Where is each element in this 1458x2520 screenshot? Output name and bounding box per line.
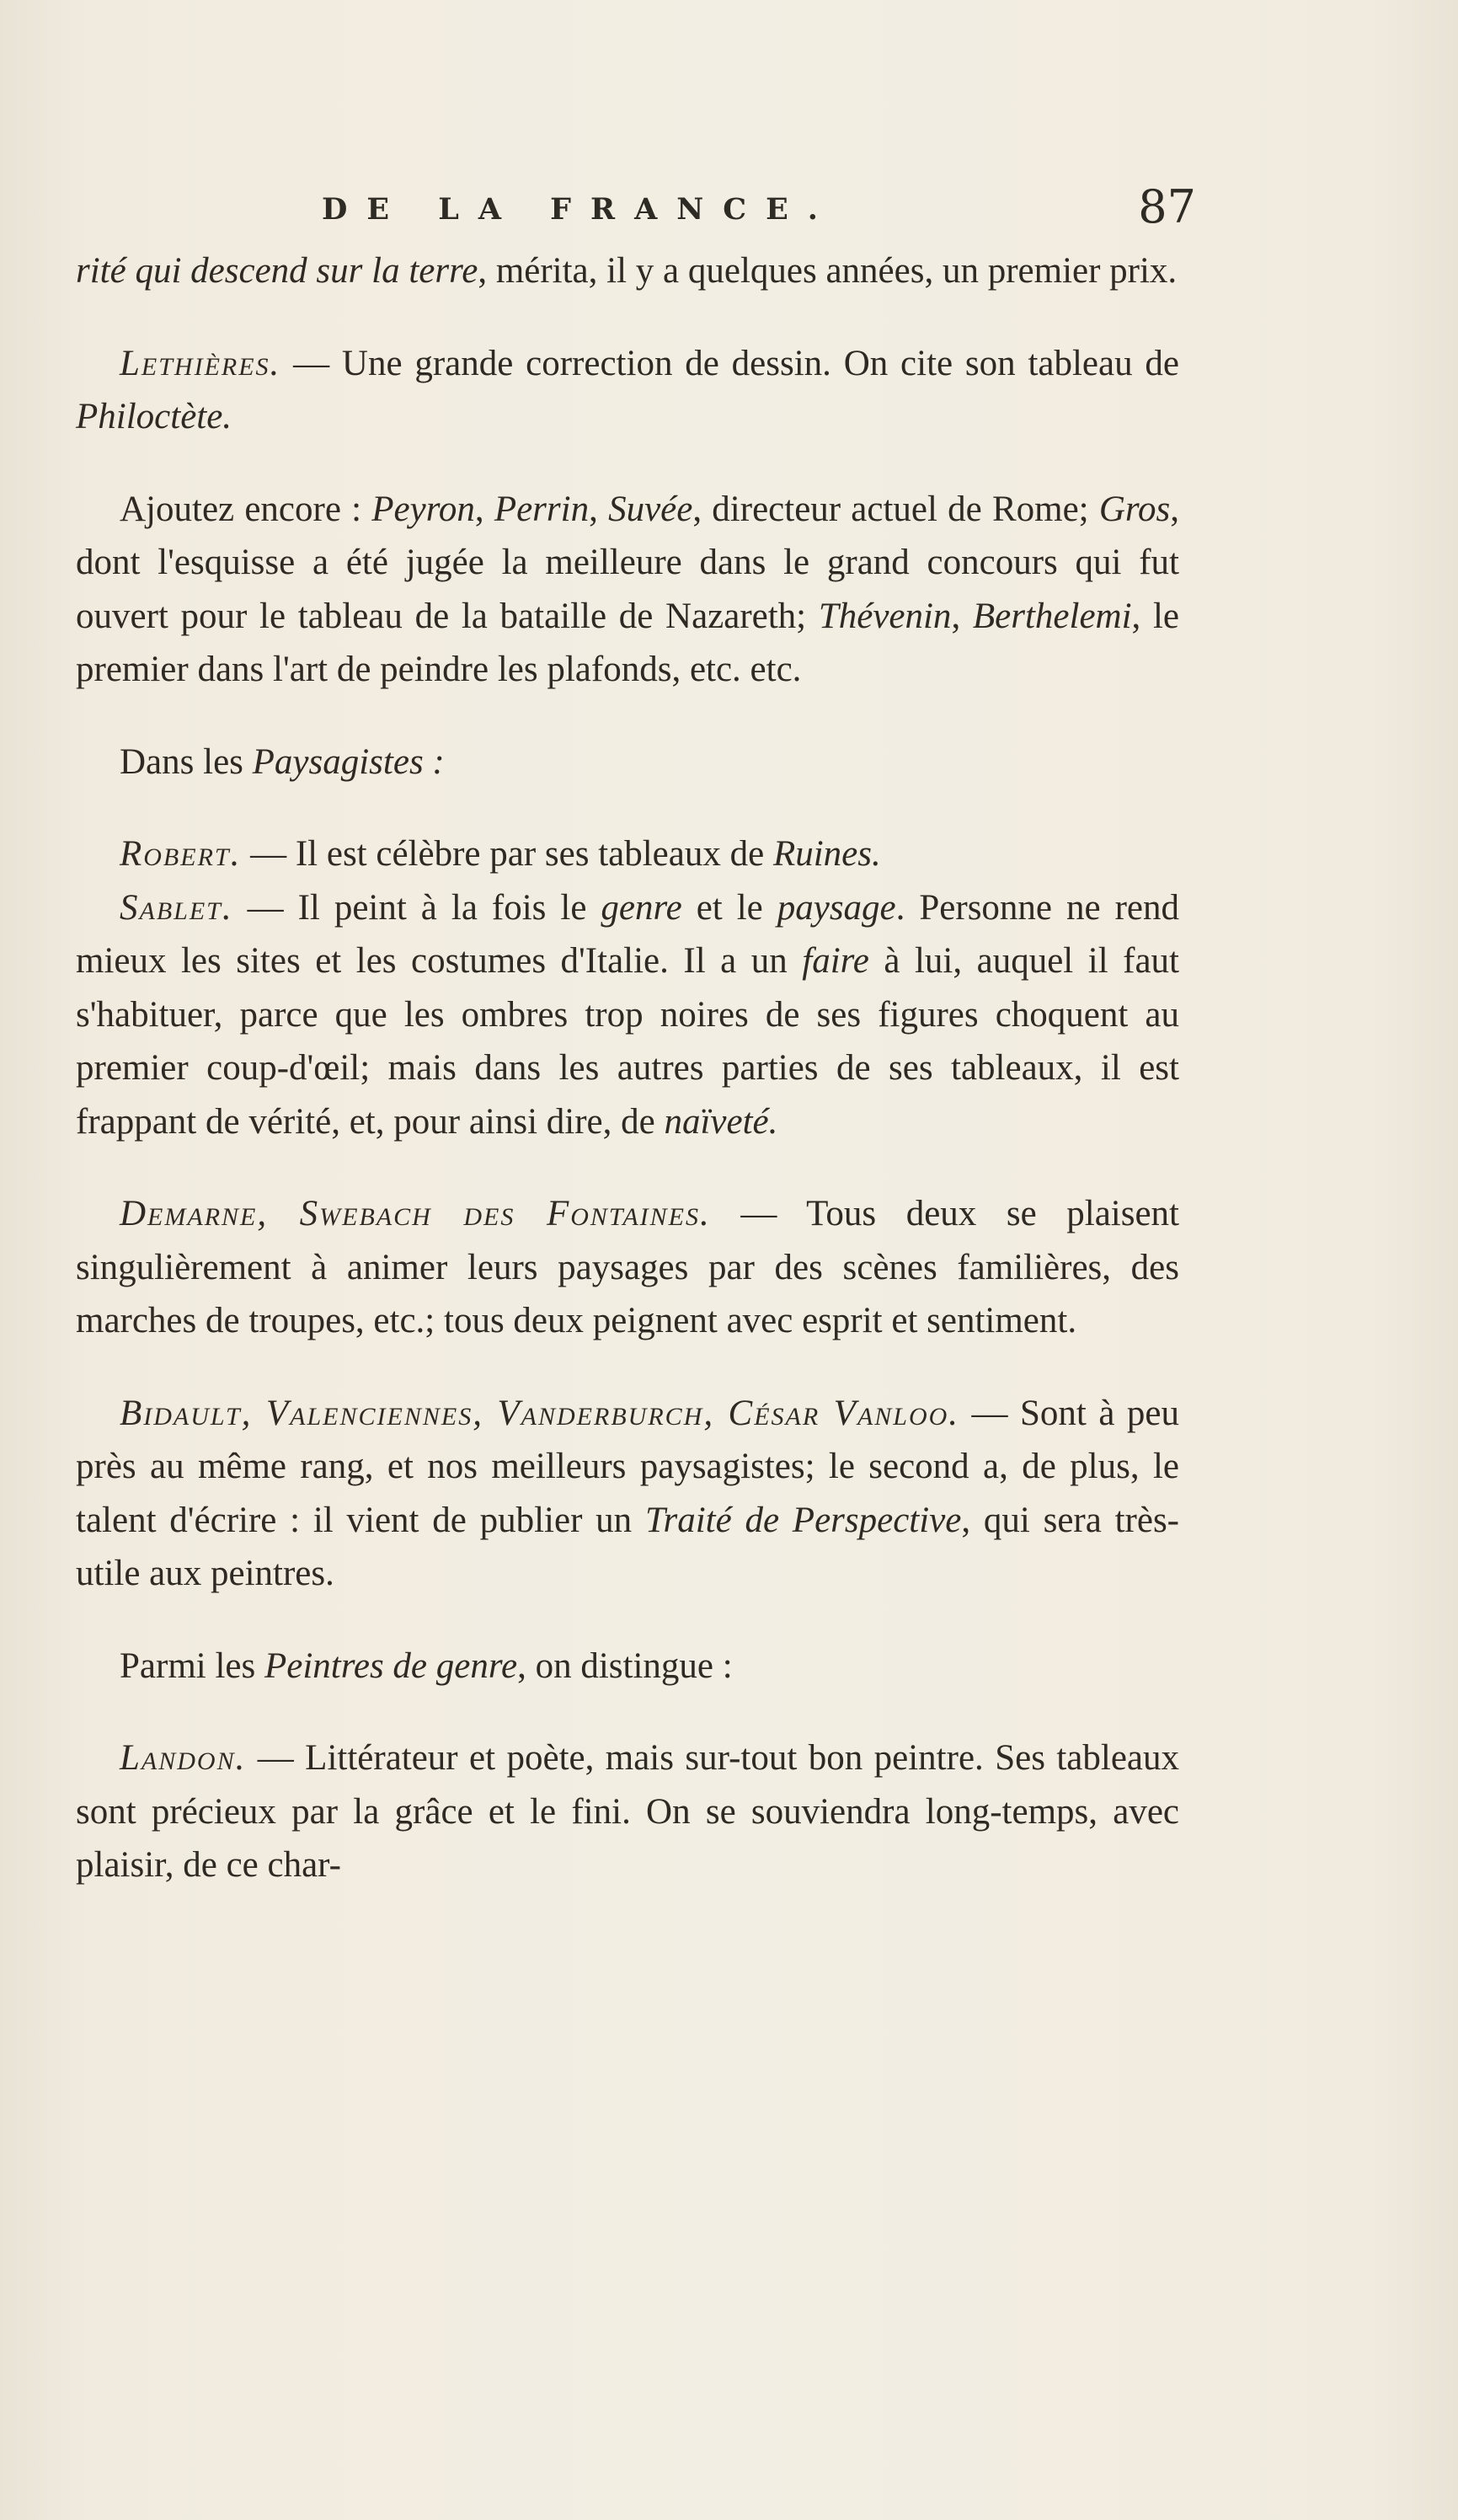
text-segment: , le premier dans l'art de peindre les plafonds, etc. etc. [76, 596, 1179, 689]
italic-text: Peintres de genre [264, 1645, 518, 1686]
text-segment: Dans les [120, 741, 253, 782]
text-segment: , directeur actuel de Rome; [692, 489, 1099, 529]
text-segment: , [474, 489, 494, 529]
paragraph-lethieres [76, 337, 1179, 444]
text-segment: , qui sera très-utile aux peintres. [76, 1500, 1179, 1593]
italic-text: Philoctète. [76, 397, 232, 436]
italic-text: faire [802, 941, 869, 981]
paragraph-bidault [76, 1387, 1179, 1601]
italic-text: Suvée [608, 489, 693, 529]
paragraph-sablet [76, 881, 1179, 1149]
running-title: DE LA FRANCE. [322, 192, 837, 227]
italic-text: Traité de Perspective [644, 1500, 962, 1540]
text-segment: — Il peint à la fois le [232, 887, 601, 928]
text-segment: à lui, auquel il faut s'habituer, parce que les ombres trop noires de ses figures choquent au premier coup-d'œil; mais dans les autres parties de ses tableaux, il est frappant de vérité, et, pour ainsi dire, de [76, 941, 1180, 1142]
name-smallcaps: Demarne, Swebach des Fontaines. [120, 1194, 711, 1233]
paragraph-continuation [76, 244, 1179, 298]
page-body [76, 244, 1179, 1892]
text-segment: — Il est célèbre par ses tableaux de [241, 834, 773, 874]
name-smallcaps: Sablet. [120, 887, 233, 928]
paragraph-ajoutez [76, 483, 1179, 697]
text-segment: , [951, 596, 973, 636]
text-segment: — Tous deux se plaisent singulièrement à animer leurs paysages par des scènes familières, des marches de troupes, etc.; tous deux peignent avec esprit et sentiment. [76, 1194, 1179, 1340]
italic-text: Peyron [371, 489, 475, 529]
italic-text: Thévenin [818, 596, 952, 636]
italic-text: Paysagistes : [252, 741, 445, 782]
text-segment: , mérita, il y a quelques années, un premier prix. [478, 251, 1178, 291]
text-segment: , [589, 489, 609, 529]
page-number: 87 [1138, 180, 1196, 233]
paragraph-paysagistes-heading [76, 736, 1179, 789]
text-segment: , dont l'esquisse a été jugée la meilleure dans le grand concours qui fut ouvert pour le tableau de la bataille de Nazareth; [76, 489, 1180, 636]
text-segment: — Une grande correction de dessin. On cite son tableau de [280, 343, 1179, 383]
text-segment: , on distingue : [517, 1645, 733, 1686]
italic-text: rité qui descend sur la terre [76, 251, 478, 291]
text-segment: Parmi les [120, 1645, 264, 1686]
italic-text: naïveté. [664, 1101, 778, 1142]
paragraph-genre-heading [76, 1640, 1179, 1693]
italic-text: Gros [1098, 489, 1171, 529]
name-smallcaps: Robert. [120, 834, 242, 874]
paragraph-robert [76, 827, 1179, 881]
text-segment: et le [681, 887, 777, 928]
text-segment: Ajoutez encore : [120, 489, 372, 529]
name-smallcaps: Landon. [120, 1738, 247, 1778]
name-smallcaps: Bidault, Valenciennes, Vanderburch, César Vanloo. [120, 1393, 960, 1433]
italic-text: Perrin [494, 489, 590, 529]
italic-text: Berthelemi [972, 596, 1132, 636]
text-segment: — Littérateur et poète, mais sur-tout bon peintre. Ses tableaux sont précieux par la grâce et le fini. On se souviendra long-temps, avec plaisir, de ce char- [76, 1738, 1179, 1885]
text-segment: — Sont à peu près au même rang, et nos meilleurs paysagistes; le second a, de plus, le talent d'écrire : il vient de publier un [76, 1393, 1179, 1540]
italic-text: paysage [777, 887, 896, 928]
page-header [278, 180, 1196, 239]
text-segment: . Personne ne rend mieux les sites et les costumes d'Italie. Il a un [76, 887, 1179, 981]
paragraph-landon [76, 1731, 1179, 1892]
name-smallcaps: Lethières. [120, 343, 281, 383]
italic-text: Ruines. [772, 834, 881, 874]
paragraph-demarne [76, 1187, 1179, 1348]
italic-text: genre [601, 887, 682, 928]
